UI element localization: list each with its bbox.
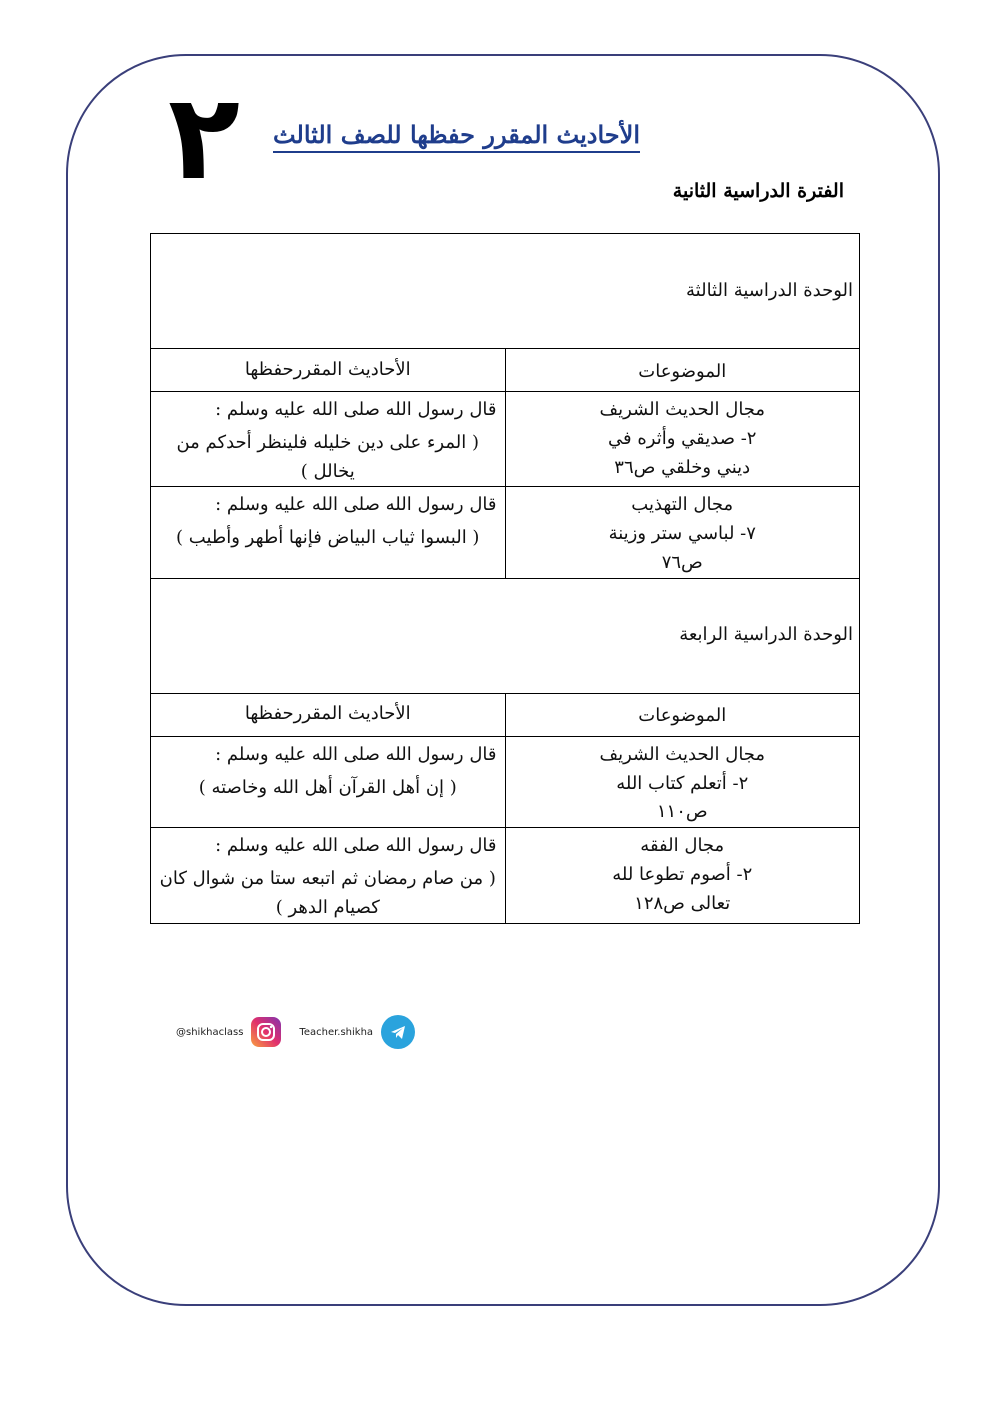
topic-cell [505,828,860,923]
table-row [151,736,860,827]
page-number: ٢ [168,68,241,206]
topic-line: مجال التهذيب [631,494,734,516]
instagram-handle[interactable]: @shikhaclass [176,1026,244,1038]
topic-line: ٢- أصوم تطوعا لله [612,863,753,885]
topic-line: ص٧٦ [661,551,703,573]
topic-line: ٧- لباسي ستر وزينة [608,523,756,545]
table-row [151,487,860,578]
hadith-cell [151,828,506,923]
unit-title: الوحدة الدراسية الثالثة [151,234,860,349]
hadith-text: ( البسوا ثياب البياض فإنها أطهر وأطيب ) [176,527,480,549]
page-title: الأحاديث المقرر حفظها للصف الثالث [273,120,640,153]
topic-line: ديني وخلقي ص٣٦ [614,456,751,478]
topic-line: ص١١٠ [656,801,708,823]
hadith-table [150,233,860,924]
table-row [151,392,860,487]
hadith-intro: قال رسول الله صلى الله عليه وسلم : [215,494,497,516]
instagram-icon[interactable] [251,1017,281,1047]
table-header [151,693,860,736]
hadith-cell [151,487,506,578]
telegram-handle[interactable]: Teacher.shikha [299,1026,374,1038]
topic-line: مجال الحديث الشريف [599,399,766,420]
topic-cell [505,736,860,827]
header-topics: الموضوعات [505,349,860,392]
table-row [151,828,860,923]
table-header [151,349,860,392]
hadith-cell [151,392,506,487]
hadith-text: ( إن أهل القرآن أهل الله وخاصته ) [198,776,457,798]
telegram-icon[interactable] [381,1015,415,1049]
hadith-cell [151,736,506,827]
topic-cell [505,487,860,578]
topic-line: ٢- صديقي وأثره في [608,427,757,449]
unit-title: الوحدة الدراسية الرابعة [151,578,860,693]
unit-row [151,578,860,693]
hadith-intro: قال رسول الله صلى الله عليه وسلم : [215,399,497,420]
topic-cell [505,392,860,487]
header-hadith: الأحاديث المقررحفظها [151,349,506,392]
topic-line: تعالى ص١٢٨ [634,892,731,914]
header-topics: الموضوعات [505,693,860,736]
hadith-intro: قال رسول الله صلى الله عليه وسلم : [215,743,497,765]
hadith-text: ( المرء على دين خليله فلينظر أحدكم من يخالل ) [176,431,479,482]
unit-row [151,234,860,349]
header-hadith: الأحاديث المقررحفظها [151,693,506,736]
hadith-text: ( من صام رمضان ثم اتبعه ستا من شوال كان كصيام الدهر ) [159,867,496,918]
hadith-intro: قال رسول الله صلى الله عليه وسلم : [215,835,497,857]
topic-line: ٢- أتعلم كتاب الله [616,772,749,794]
page-subtitle: الفترة الدراسية الثانية [672,180,844,202]
footer-social [176,1015,415,1049]
topic-line: مجال الحديث الشريف [599,743,766,765]
topic-line: مجال الفقه [640,835,725,857]
